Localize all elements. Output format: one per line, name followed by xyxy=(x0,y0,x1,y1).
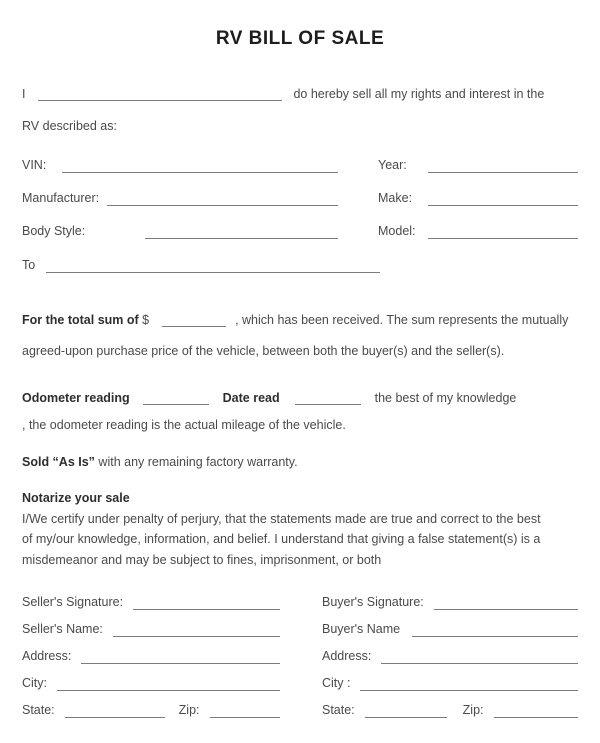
seller-name-row xyxy=(22,610,280,637)
currency-symbol: $ xyxy=(142,313,150,327)
seller-city-label: City: xyxy=(22,676,47,690)
seller-pronoun: I xyxy=(22,87,26,101)
total-sum-blank[interactable] xyxy=(162,316,226,327)
notarize-line-2: of my/our knowledge, information, and belief. I understand that giving a false statement(s) is a xyxy=(22,532,541,546)
model-blank[interactable] xyxy=(428,237,578,239)
odometer-line-1 xyxy=(22,385,578,412)
vin-blank[interactable] xyxy=(62,171,338,173)
buyer-signature-label: Buyer's Signature: xyxy=(322,595,424,609)
year-field xyxy=(378,158,578,173)
seller-name-blank[interactable] xyxy=(38,90,282,101)
seller-name-label: Seller's Name: xyxy=(22,622,103,636)
buyer-name-row xyxy=(322,610,578,637)
buyer-address-label: Address: xyxy=(322,649,372,663)
seller-state-zip-row xyxy=(22,691,280,718)
seller-signature-label: Seller's Signature: xyxy=(22,595,124,609)
year-blank[interactable] xyxy=(428,171,578,173)
buyer-signature-blank[interactable] xyxy=(434,608,578,610)
sold-as-is-bold: Sold “As Is” xyxy=(22,455,95,469)
seller-column xyxy=(22,583,280,718)
vehicle-fields-section xyxy=(22,140,578,239)
sold-as-is-line xyxy=(22,452,578,472)
total-sum-bold: For the total sum of xyxy=(22,313,139,327)
buyer-name-blank[interactable] xyxy=(46,271,380,273)
to-row xyxy=(22,240,578,273)
seller-address-row xyxy=(22,637,280,664)
make-label: Make: xyxy=(378,191,413,205)
vin-year-row xyxy=(22,140,578,173)
seller-state-blank[interactable] xyxy=(65,716,165,718)
buyer-column xyxy=(322,583,578,718)
odometer-text-1: the best of my knowledge xyxy=(374,391,517,405)
manufacturer-make-row xyxy=(22,173,578,206)
seller-zip-blank[interactable] xyxy=(210,716,280,718)
vin-field xyxy=(22,158,338,173)
total-sum-line-2: agreed-upon purchase price of the vehicle, between both the buyer(s) and the seller(s). xyxy=(22,344,505,358)
notarize-heading: Notarize your sale xyxy=(22,491,130,505)
body-style-label: Body Style: xyxy=(22,224,86,238)
total-sum-text: , which has been received. The sum represents the mutually xyxy=(235,313,569,327)
buyer-address-row xyxy=(322,637,578,664)
seller-address-label: Address: xyxy=(22,649,72,663)
seller-state-label: State: xyxy=(22,703,55,717)
notarize-line-1: I/We certify under penalty of perjury, that the statements made are true and correct to the best xyxy=(22,511,541,526)
notarize-section xyxy=(22,488,578,570)
intro-line-2: RV described as: xyxy=(22,119,117,133)
date-read-label: Date read xyxy=(222,391,280,405)
sold-as-is-text: with any remaining factory warranty. xyxy=(98,455,298,469)
buyer-zip-blank[interactable] xyxy=(494,716,578,718)
to-label: To xyxy=(22,258,36,272)
date-read-blank[interactable] xyxy=(295,394,361,405)
buyer-city-row xyxy=(322,664,578,691)
to-section xyxy=(22,240,578,273)
total-sum-section xyxy=(22,305,578,367)
manufacturer-blank[interactable] xyxy=(107,204,338,206)
buyer-signature-row xyxy=(322,583,578,610)
make-field xyxy=(378,191,578,206)
buyer-name-label: Buyer's Name xyxy=(322,622,401,636)
bodystyle-model-row xyxy=(22,206,578,239)
manufacturer-label: Manufacturer: xyxy=(22,191,100,205)
intro-section xyxy=(22,78,578,142)
buyer-address-blank[interactable] xyxy=(381,662,578,664)
buyer-city-blank[interactable] xyxy=(360,689,578,691)
sold-as-is-section xyxy=(22,452,578,472)
seller-address-blank[interactable] xyxy=(81,662,280,664)
seller-signature-row xyxy=(22,583,280,610)
make-blank[interactable] xyxy=(428,204,578,206)
body-style-blank[interactable] xyxy=(145,237,338,239)
intro-line-1 xyxy=(22,78,578,110)
seller-city-blank[interactable] xyxy=(57,689,280,691)
seller-signature-blank[interactable] xyxy=(133,608,280,610)
buyer-state-blank[interactable] xyxy=(365,716,447,718)
seller-zip-label: Zip: xyxy=(178,703,200,717)
buyer-state-label: State: xyxy=(322,703,355,717)
buyer-state-zip-row xyxy=(322,691,578,718)
notarize-line-3: misdemeanor and may be subject to fines, imprisonment, or both xyxy=(22,552,382,567)
signature-section xyxy=(22,583,578,718)
seller-name-field-blank[interactable] xyxy=(113,635,280,637)
model-label: Model: xyxy=(378,224,416,238)
odometer-reading-blank[interactable] xyxy=(143,394,209,405)
buyer-zip-label: Zip: xyxy=(462,703,484,717)
body-style-field xyxy=(22,224,338,239)
intro-text: do hereby sell all my rights and interest in the xyxy=(293,87,545,101)
odometer-reading-label: Odometer reading xyxy=(22,391,130,405)
odometer-line-2: , the odometer reading is the actual mileage of the vehicle. xyxy=(22,418,346,432)
manufacturer-field xyxy=(22,191,338,206)
year-label: Year: xyxy=(378,158,407,172)
buyer-name-field-blank[interactable] xyxy=(412,635,578,637)
odometer-section xyxy=(22,385,578,439)
vin-label: VIN: xyxy=(22,158,47,172)
total-sum-line-1 xyxy=(22,305,578,336)
seller-city-row xyxy=(22,664,280,691)
document-title: RV BILL OF SALE xyxy=(215,28,385,49)
model-field xyxy=(378,224,578,239)
buyer-city-label: City : xyxy=(322,676,351,690)
